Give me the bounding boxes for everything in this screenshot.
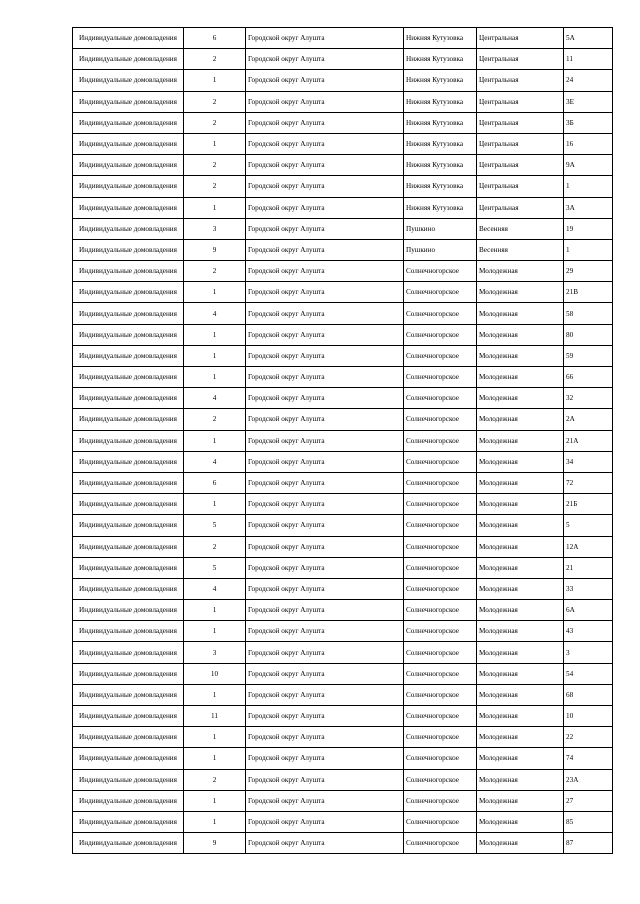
cell-settlement: Солнечногорское <box>404 748 477 769</box>
cell-building-type: Индивидуальные домовладения <box>73 28 184 49</box>
cell-street: Весенняя <box>477 239 564 260</box>
cell-settlement: Солнечногорское <box>404 621 477 642</box>
cell-building-type: Индивидуальные домовладения <box>73 684 184 705</box>
cell-settlement: Солнечногорское <box>404 367 477 388</box>
cell-street: Молодежная <box>477 557 564 578</box>
cell-settlement: Пушкино <box>404 218 477 239</box>
cell-count: 1 <box>184 494 246 515</box>
cell-count: 11 <box>184 706 246 727</box>
cell-building-type: Индивидуальные домовладения <box>73 557 184 578</box>
table-row <box>73 833 613 854</box>
table-row <box>73 133 613 154</box>
cell-street: Молодежная <box>477 578 564 599</box>
cell-street: Молодежная <box>477 494 564 515</box>
cell-building-type: Индивидуальные домовладения <box>73 261 184 282</box>
cell-settlement: Солнечногорское <box>404 345 477 366</box>
cell-house-number: 74 <box>564 748 613 769</box>
cell-house-number: 34 <box>564 451 613 472</box>
cell-district: Городской округ Алушта <box>246 811 404 832</box>
table-row <box>73 70 613 91</box>
cell-house-number: 27 <box>564 790 613 811</box>
table-row <box>73 49 613 70</box>
cell-district: Городской округ Алушта <box>246 536 404 557</box>
cell-settlement: Нижняя Кутузовка <box>404 133 477 154</box>
cell-house-number: 85 <box>564 811 613 832</box>
cell-house-number: 1 <box>564 176 613 197</box>
cell-count: 6 <box>184 28 246 49</box>
cell-house-number: 21В <box>564 282 613 303</box>
cell-house-number: 68 <box>564 684 613 705</box>
cell-building-type: Индивидуальные домовладения <box>73 112 184 133</box>
cell-street: Молодежная <box>477 684 564 705</box>
cell-count: 1 <box>184 430 246 451</box>
cell-count: 2 <box>184 176 246 197</box>
cell-building-type: Индивидуальные домовладения <box>73 345 184 366</box>
cell-house-number: 80 <box>564 324 613 345</box>
table-row <box>73 176 613 197</box>
cell-building-type: Индивидуальные домовладения <box>73 727 184 748</box>
cell-count: 1 <box>184 748 246 769</box>
cell-house-number: 24 <box>564 70 613 91</box>
cell-street: Молодежная <box>477 600 564 621</box>
cell-house-number: 29 <box>564 261 613 282</box>
table-row <box>73 261 613 282</box>
table-row <box>73 197 613 218</box>
cell-district: Городской округ Алушта <box>246 409 404 430</box>
cell-street: Молодежная <box>477 303 564 324</box>
cell-building-type: Индивидуальные домовладения <box>73 578 184 599</box>
table-row <box>73 578 613 599</box>
cell-building-type: Индивидуальные домовладения <box>73 176 184 197</box>
cell-street: Молодежная <box>477 430 564 451</box>
cell-settlement: Солнечногорское <box>404 388 477 409</box>
cell-building-type: Индивидуальные домовладения <box>73 303 184 324</box>
cell-settlement: Солнечногорское <box>404 430 477 451</box>
cell-building-type: Индивидуальные домовладения <box>73 91 184 112</box>
cell-count: 4 <box>184 303 246 324</box>
cell-settlement: Солнечногорское <box>404 706 477 727</box>
cell-settlement: Солнечногорское <box>404 303 477 324</box>
cell-district: Городской округ Алушта <box>246 494 404 515</box>
cell-district: Городской округ Алушта <box>246 388 404 409</box>
table-row <box>73 811 613 832</box>
cell-district: Городской округ Алушта <box>246 684 404 705</box>
cell-district: Городской округ Алушта <box>246 133 404 154</box>
cell-settlement: Солнечногорское <box>404 324 477 345</box>
cell-settlement: Солнечногорское <box>404 536 477 557</box>
cell-count: 2 <box>184 409 246 430</box>
cell-street: Молодежная <box>477 515 564 536</box>
cell-settlement: Солнечногорское <box>404 282 477 303</box>
cell-settlement: Солнечногорское <box>404 833 477 854</box>
cell-district: Городской округ Алушта <box>246 176 404 197</box>
cell-district: Городской округ Алушта <box>246 769 404 790</box>
cell-house-number: 21 <box>564 557 613 578</box>
cell-count: 9 <box>184 239 246 260</box>
cell-street: Молодежная <box>477 727 564 748</box>
cell-house-number: 59 <box>564 345 613 366</box>
cell-house-number: 16 <box>564 133 613 154</box>
cell-count: 1 <box>184 621 246 642</box>
cell-building-type: Индивидуальные домовладения <box>73 239 184 260</box>
table-row <box>73 91 613 112</box>
cell-settlement: Солнечногорское <box>404 557 477 578</box>
cell-building-type: Индивидуальные домовладения <box>73 218 184 239</box>
cell-count: 1 <box>184 70 246 91</box>
cell-count: 1 <box>184 133 246 154</box>
cell-district: Городской округ Алушта <box>246 367 404 388</box>
cell-count: 3 <box>184 642 246 663</box>
cell-house-number: 11 <box>564 49 613 70</box>
cell-building-type: Индивидуальные домовладения <box>73 663 184 684</box>
cell-building-type: Индивидуальные домовладения <box>73 197 184 218</box>
cell-house-number: 9А <box>564 155 613 176</box>
cell-count: 1 <box>184 324 246 345</box>
cell-settlement: Нижняя Кутузовка <box>404 70 477 91</box>
cell-count: 5 <box>184 515 246 536</box>
table-row <box>73 155 613 176</box>
cell-count: 9 <box>184 833 246 854</box>
table-row <box>73 451 613 472</box>
cell-house-number: 1 <box>564 239 613 260</box>
table-row <box>73 769 613 790</box>
table-row <box>73 706 613 727</box>
cell-street: Молодежная <box>477 790 564 811</box>
cell-district: Городской округ Алушта <box>246 282 404 303</box>
cell-count: 1 <box>184 367 246 388</box>
cell-count: 1 <box>184 600 246 621</box>
cell-house-number: 10 <box>564 706 613 727</box>
cell-count: 1 <box>184 684 246 705</box>
table-row <box>73 430 613 451</box>
cell-district: Городской округ Алушта <box>246 557 404 578</box>
cell-building-type: Индивидуальные домовладения <box>73 536 184 557</box>
cell-building-type: Индивидуальные домовладения <box>73 811 184 832</box>
table-row <box>73 621 613 642</box>
cell-district: Городской округ Алушта <box>246 430 404 451</box>
cell-count: 3 <box>184 218 246 239</box>
cell-house-number: 23А <box>564 769 613 790</box>
cell-street: Молодежная <box>477 663 564 684</box>
cell-count: 5 <box>184 557 246 578</box>
cell-settlement: Нижняя Кутузовка <box>404 176 477 197</box>
cell-house-number: 21Б <box>564 494 613 515</box>
cell-street: Молодежная <box>477 621 564 642</box>
cell-district: Городской округ Алушта <box>246 663 404 684</box>
cell-street: Молодежная <box>477 748 564 769</box>
cell-house-number: 32 <box>564 388 613 409</box>
cell-building-type: Индивидуальные домовладения <box>73 155 184 176</box>
cell-street: Молодежная <box>477 324 564 345</box>
cell-settlement: Пушкино <box>404 239 477 260</box>
cell-street: Молодежная <box>477 769 564 790</box>
cell-count: 1 <box>184 197 246 218</box>
cell-count: 2 <box>184 112 246 133</box>
cell-building-type: Индивидуальные домовладения <box>73 621 184 642</box>
cell-house-number: 22 <box>564 727 613 748</box>
cell-district: Городской округ Алушта <box>246 727 404 748</box>
cell-building-type: Индивидуальные домовладения <box>73 706 184 727</box>
cell-street: Центральная <box>477 155 564 176</box>
cell-count: 2 <box>184 536 246 557</box>
cell-street: Центральная <box>477 49 564 70</box>
cell-building-type: Индивидуальные домовладения <box>73 367 184 388</box>
cell-settlement: Солнечногорское <box>404 684 477 705</box>
cell-street: Молодежная <box>477 706 564 727</box>
table-row <box>73 472 613 493</box>
cell-settlement: Солнечногорское <box>404 769 477 790</box>
cell-street: Молодежная <box>477 472 564 493</box>
cell-street: Центральная <box>477 70 564 91</box>
cell-building-type: Индивидуальные домовладения <box>73 790 184 811</box>
cell-house-number: 5 <box>564 515 613 536</box>
cell-house-number: 66 <box>564 367 613 388</box>
cell-street: Центральная <box>477 112 564 133</box>
cell-count: 1 <box>184 811 246 832</box>
cell-house-number: 2А <box>564 409 613 430</box>
cell-district: Городской округ Алушта <box>246 112 404 133</box>
cell-district: Городской округ Алушта <box>246 303 404 324</box>
cell-street: Молодежная <box>477 642 564 663</box>
cell-count: 4 <box>184 578 246 599</box>
table-row <box>73 409 613 430</box>
table-row <box>73 790 613 811</box>
cell-street: Центральная <box>477 176 564 197</box>
cell-district: Городской округ Алушта <box>246 600 404 621</box>
cell-building-type: Индивидуальные домовладения <box>73 494 184 515</box>
cell-building-type: Индивидуальные домовладения <box>73 748 184 769</box>
cell-settlement: Солнечногорское <box>404 494 477 515</box>
cell-count: 2 <box>184 769 246 790</box>
cell-house-number: 12А <box>564 536 613 557</box>
cell-district: Городской округ Алушта <box>246 345 404 366</box>
cell-street: Весенняя <box>477 218 564 239</box>
cell-street: Молодежная <box>477 536 564 557</box>
cell-house-number: 5А <box>564 28 613 49</box>
cell-count: 1 <box>184 727 246 748</box>
cell-district: Городской округ Алушта <box>246 578 404 599</box>
cell-district: Городской округ Алушта <box>246 239 404 260</box>
cell-district: Городской округ Алушта <box>246 642 404 663</box>
table-row <box>73 345 613 366</box>
cell-district: Городской округ Алушта <box>246 621 404 642</box>
cell-settlement: Солнечногорское <box>404 515 477 536</box>
table-row <box>73 663 613 684</box>
cell-settlement: Солнечногорское <box>404 409 477 430</box>
cell-building-type: Индивидуальные домовладения <box>73 833 184 854</box>
table-row <box>73 727 613 748</box>
cell-house-number: 19 <box>564 218 613 239</box>
table-row <box>73 494 613 515</box>
cell-house-number: 21А <box>564 430 613 451</box>
cell-house-number: 6А <box>564 600 613 621</box>
cell-count: 2 <box>184 261 246 282</box>
table-row <box>73 218 613 239</box>
cell-house-number: 87 <box>564 833 613 854</box>
cell-house-number: 3А <box>564 197 613 218</box>
cell-settlement: Нижняя Кутузовка <box>404 49 477 70</box>
table-row <box>73 367 613 388</box>
cell-building-type: Индивидуальные домовладения <box>73 388 184 409</box>
cell-district: Городской округ Алушта <box>246 91 404 112</box>
cell-count: 6 <box>184 472 246 493</box>
table-row <box>73 642 613 663</box>
cell-building-type: Индивидуальные домовладения <box>73 282 184 303</box>
cell-street: Центральная <box>477 91 564 112</box>
table-row <box>73 388 613 409</box>
table-row <box>73 28 613 49</box>
address-table <box>72 27 613 854</box>
cell-settlement: Солнечногорское <box>404 600 477 621</box>
cell-house-number: 3Б <box>564 112 613 133</box>
cell-count: 4 <box>184 451 246 472</box>
cell-district: Городской округ Алушта <box>246 28 404 49</box>
cell-settlement: Нижняя Кутузовка <box>404 112 477 133</box>
cell-district: Городской округ Алушта <box>246 261 404 282</box>
cell-street: Молодежная <box>477 388 564 409</box>
cell-building-type: Индивидуальные домовладения <box>73 769 184 790</box>
cell-building-type: Индивидуальные домовладения <box>73 515 184 536</box>
table-row <box>73 112 613 133</box>
cell-street: Молодежная <box>477 811 564 832</box>
cell-settlement: Солнечногорское <box>404 451 477 472</box>
cell-settlement: Солнечногорское <box>404 472 477 493</box>
table-row <box>73 600 613 621</box>
cell-settlement: Нижняя Кутузовка <box>404 91 477 112</box>
cell-building-type: Индивидуальные домовладения <box>73 409 184 430</box>
cell-building-type: Индивидуальные домовладения <box>73 324 184 345</box>
cell-street: Центральная <box>477 133 564 154</box>
cell-district: Городской округ Алушта <box>246 155 404 176</box>
cell-district: Городской округ Алушта <box>246 218 404 239</box>
cell-building-type: Индивидуальные домовладения <box>73 49 184 70</box>
cell-count: 1 <box>184 282 246 303</box>
cell-district: Городской округ Алушта <box>246 197 404 218</box>
cell-street: Молодежная <box>477 261 564 282</box>
cell-street: Молодежная <box>477 833 564 854</box>
cell-building-type: Индивидуальные домовладения <box>73 70 184 91</box>
cell-street: Молодежная <box>477 367 564 388</box>
cell-street: Центральная <box>477 28 564 49</box>
table-row <box>73 557 613 578</box>
cell-district: Городской округ Алушта <box>246 790 404 811</box>
table-body <box>73 28 613 854</box>
cell-street: Молодежная <box>477 282 564 303</box>
cell-district: Городской округ Алушта <box>246 472 404 493</box>
cell-house-number: 33 <box>564 578 613 599</box>
cell-settlement: Нижняя Кутузовка <box>404 28 477 49</box>
cell-settlement: Солнечногорское <box>404 790 477 811</box>
table-row <box>73 239 613 260</box>
cell-settlement: Солнечногорское <box>404 642 477 663</box>
cell-building-type: Индивидуальные домовладения <box>73 451 184 472</box>
cell-count: 2 <box>184 91 246 112</box>
cell-settlement: Солнечногорское <box>404 727 477 748</box>
table-row <box>73 536 613 557</box>
cell-street: Центральная <box>477 197 564 218</box>
cell-house-number: 3Е <box>564 91 613 112</box>
cell-building-type: Индивидуальные домовладения <box>73 642 184 663</box>
cell-street: Молодежная <box>477 345 564 366</box>
cell-settlement: Солнечногорское <box>404 663 477 684</box>
cell-house-number: 72 <box>564 472 613 493</box>
cell-district: Городской округ Алушта <box>246 49 404 70</box>
cell-count: 1 <box>184 345 246 366</box>
cell-district: Городской округ Алушта <box>246 833 404 854</box>
cell-district: Городской округ Алушта <box>246 748 404 769</box>
cell-building-type: Индивидуальные домовладения <box>73 472 184 493</box>
cell-district: Городской округ Алушта <box>246 515 404 536</box>
table-row <box>73 282 613 303</box>
cell-settlement: Нижняя Кутузовка <box>404 155 477 176</box>
cell-street: Молодежная <box>477 451 564 472</box>
cell-building-type: Индивидуальные домовладения <box>73 600 184 621</box>
cell-count: 1 <box>184 790 246 811</box>
cell-district: Городской округ Алушта <box>246 706 404 727</box>
cell-count: 2 <box>184 155 246 176</box>
cell-district: Городской округ Алушта <box>246 451 404 472</box>
cell-settlement: Солнечногорское <box>404 578 477 599</box>
cell-house-number: 54 <box>564 663 613 684</box>
cell-settlement: Солнечногорское <box>404 261 477 282</box>
cell-house-number: 58 <box>564 303 613 324</box>
cell-house-number: 43 <box>564 621 613 642</box>
cell-street: Молодежная <box>477 409 564 430</box>
cell-count: 2 <box>184 49 246 70</box>
cell-district: Городской округ Алушта <box>246 70 404 91</box>
cell-count: 10 <box>184 663 246 684</box>
table-row <box>73 324 613 345</box>
table-row <box>73 303 613 324</box>
cell-house-number: 3 <box>564 642 613 663</box>
cell-building-type: Индивидуальные домовладения <box>73 133 184 154</box>
cell-count: 4 <box>184 388 246 409</box>
table-row <box>73 515 613 536</box>
cell-settlement: Нижняя Кутузовка <box>404 197 477 218</box>
table-row <box>73 748 613 769</box>
cell-district: Городской округ Алушта <box>246 324 404 345</box>
cell-building-type: Индивидуальные домовладения <box>73 430 184 451</box>
table-row <box>73 684 613 705</box>
cell-settlement: Солнечногорское <box>404 811 477 832</box>
